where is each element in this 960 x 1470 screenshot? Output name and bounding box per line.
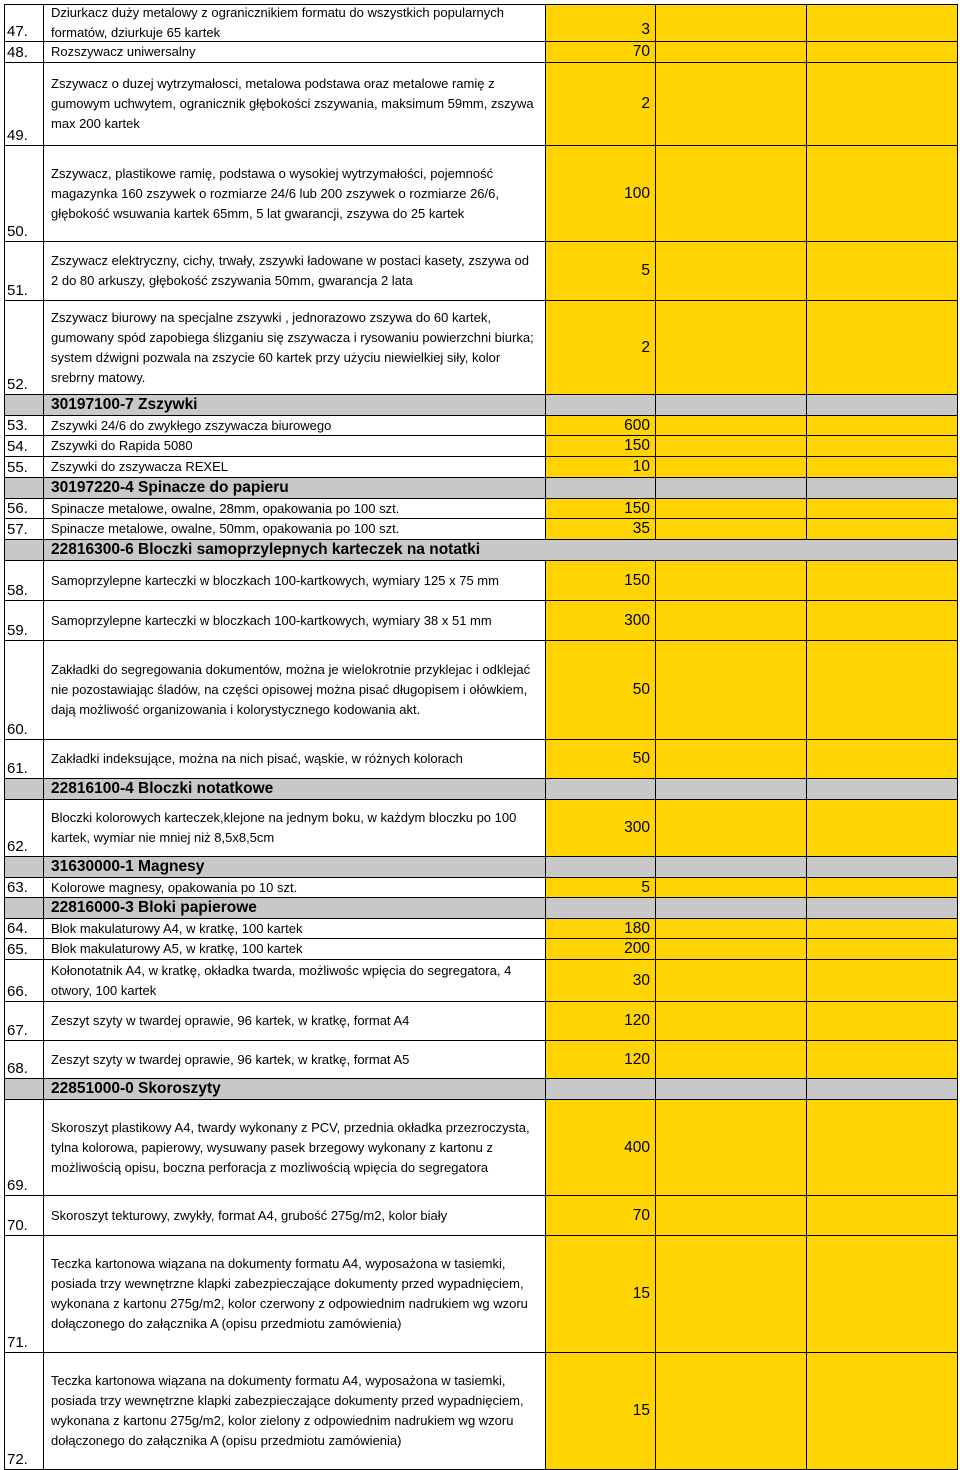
item-description: Zszywki do zszywacza REXEL — [44, 457, 546, 477]
table-row — [4, 4, 958, 42]
item-quantity: 200 — [546, 939, 656, 959]
value-cell — [807, 416, 958, 435]
item-quantity — [546, 540, 656, 560]
category-title: 31630000-1 Magnesy — [44, 857, 546, 877]
item-quantity: 5 — [546, 878, 656, 897]
row-number — [4, 478, 44, 498]
price-cell — [656, 857, 807, 877]
value-cell — [807, 1079, 958, 1099]
value-cell — [807, 1002, 958, 1040]
row-number: 63. — [4, 878, 44, 897]
row-number: 47. — [4, 5, 44, 41]
item-description: Zszywacz biurowy na specjalne zszywki , jednorazowo zszywa do 60 kartek, gumowany spód zapobiega ślizganiu się zszywacza i rysowaniu powierzchni biurka; system dźwigni pozwala na zszycie 60 kartek przy użyciu niewielkiej siły, kolor srebrny matowy. — [44, 301, 546, 394]
value-cell — [807, 878, 958, 897]
row-number — [4, 1079, 44, 1099]
table-row — [4, 641, 958, 740]
item-quantity: 70 — [546, 42, 656, 62]
value-cell — [807, 898, 958, 918]
value-cell — [807, 857, 958, 877]
table-row — [4, 416, 958, 436]
table-row — [4, 960, 958, 1002]
item-quantity: 3 — [546, 5, 656, 41]
item-description: Zakładki do segregowania dokumentów, można je wielokrotnie przyklejac i odklejać nie pozostawiając śladów, na części opisowej można pisać długopisem i ołówkiem, dają możliwość organizowania i kolorystycznego kodowania akt. — [44, 641, 546, 739]
item-description: Kołonotatnik A4, w kratkę, okładka twarda, możliwośc wpięcia do segregatora, 4 otwory, 100 kartek — [44, 960, 546, 1001]
value-cell — [807, 740, 958, 778]
price-cell — [656, 898, 807, 918]
table-row — [4, 740, 958, 779]
item-quantity: 15 — [546, 1353, 656, 1469]
table-row — [4, 242, 958, 301]
item-quantity — [546, 395, 656, 415]
category-row — [4, 779, 958, 800]
table-row — [4, 1353, 958, 1470]
item-quantity: 70 — [546, 1196, 656, 1235]
price-cell — [656, 878, 807, 897]
value-cell — [807, 63, 958, 145]
item-description: Dziurkacz duży metalowy z ogranicznikiem formatu do wszystkich popularnych formatów, dziurkuje 65 kartek — [44, 5, 546, 41]
price-cell — [656, 478, 807, 498]
item-quantity: 150 — [546, 561, 656, 600]
item-description: Skoroszyt plastikowy A4, twardy wykonany z PCV, przednia okładka przezroczysta, tylna kolorowa, papierowy, wysuwany pasek brzegowy wykonany z kartonu z możliwością opisu, boczna perforacja z mozliwością wpięcia do segregatora — [44, 1100, 546, 1195]
table-row — [4, 939, 958, 960]
row-number — [4, 898, 44, 918]
item-quantity — [546, 779, 656, 799]
item-quantity — [546, 1079, 656, 1099]
price-cell — [656, 63, 807, 145]
category-title: 22816100-4 Bloczki notatkowe — [44, 779, 546, 799]
value-cell — [807, 1100, 958, 1195]
price-cell — [656, 561, 807, 600]
row-number: 62. — [4, 800, 44, 856]
price-cell — [656, 601, 807, 640]
price-cell — [656, 939, 807, 959]
table-row — [4, 601, 958, 641]
price-cell — [656, 1100, 807, 1195]
table-row — [4, 800, 958, 857]
item-quantity — [546, 898, 656, 918]
item-description: Teczka kartonowa wiązana na dokumenty formatu A4, wyposażona w tasiemki, posiada trzy wewnętrzne klapki zabezpieczające dokumenty przed wypadnięciem, wykonana z kartonu 275g/m2, kolor zielony z odpowiednim nadrukiem wg wzoru dołączonego do załącznika A (opisu przedmiotu zamówienia) — [44, 1353, 546, 1469]
value-cell — [807, 478, 958, 498]
price-cell — [656, 499, 807, 518]
table-row — [4, 457, 958, 478]
row-number: 59. — [4, 601, 44, 640]
price-cell — [656, 242, 807, 300]
table-row — [4, 499, 958, 519]
price-cell — [656, 641, 807, 739]
row-number: 52. — [4, 301, 44, 394]
value-cell — [807, 301, 958, 394]
row-number: 54. — [4, 436, 44, 456]
table-row — [4, 1002, 958, 1041]
item-description: Bloczki kolorowych karteczek,klejone na jednym boku, w każdym bloczku po 100 kartek, wymiar nie mniej niż 8,5x8,5cm — [44, 800, 546, 856]
item-description: Zszywacz elektryczny, cichy, trwały, zszywki ładowane w postaci kasety, zszywa od 2 do 80 arkuszy, głębokość zszywania 50mm, gwarancja 2 lata — [44, 242, 546, 300]
value-cell — [807, 242, 958, 300]
price-cell — [656, 740, 807, 778]
value-cell — [807, 641, 958, 739]
category-row — [4, 857, 958, 878]
price-cell — [656, 42, 807, 62]
item-quantity: 400 — [546, 1100, 656, 1195]
value-cell — [807, 395, 958, 415]
value-cell — [807, 436, 958, 456]
value-cell — [807, 5, 958, 41]
value-cell — [807, 146, 958, 241]
item-quantity: 10 — [546, 457, 656, 477]
item-quantity: 35 — [546, 519, 656, 539]
row-number: 60. — [4, 641, 44, 739]
row-number: 58. — [4, 561, 44, 600]
table-row — [4, 436, 958, 457]
item-description: Zszywki do Rapida 5080 — [44, 436, 546, 456]
value-cell — [807, 540, 958, 560]
table-row — [4, 1196, 958, 1236]
table-row — [4, 63, 958, 146]
row-number: 72. — [4, 1353, 44, 1469]
value-cell — [807, 457, 958, 477]
price-cell — [656, 301, 807, 394]
item-description: Zeszyt szyty w twardej oprawie, 96 kartek, w kratkę, format A4 — [44, 1002, 546, 1040]
item-description: Spinacze metalowe, owalne, 50mm, opakowania po 100 szt. — [44, 519, 546, 539]
item-description: Rozszywacz uniwersalny — [44, 42, 546, 62]
row-number: 57. — [4, 519, 44, 539]
category-row — [4, 1079, 958, 1100]
value-cell — [807, 960, 958, 1001]
item-quantity — [546, 857, 656, 877]
category-row — [4, 478, 958, 499]
row-number — [4, 857, 44, 877]
price-cell — [656, 540, 807, 560]
table-row — [4, 42, 958, 63]
item-quantity: 5 — [546, 242, 656, 300]
item-quantity: 2 — [546, 63, 656, 145]
item-description: Blok makulaturowy A4, w kratkę, 100 kartek — [44, 919, 546, 938]
price-cell — [656, 960, 807, 1001]
price-cell — [656, 1079, 807, 1099]
item-description: Zszywacz, plastikowe ramię, podstawa o wysokiej wytrzymałości, pojemność magazynka 160 zszywek o rozmiarze 24/6 lub 200 zszywek o rozmiarze 26/6, głębokość wsuwania kartek 65mm, 5 lat gwarancji, zszywa do 25 kartek — [44, 146, 546, 241]
item-description: Zszywacz o duzej wytrzymałosci, metalowa podstawa oraz metalowe ramię z gumowym uchwytem, ogranicznik głębokości zszywania, maksimum 59mm, zszywa max 200 kartek — [44, 63, 546, 145]
item-description: Samoprzylepne karteczki w bloczkach 100-kartkowych, wymiary 38 x 51 mm — [44, 601, 546, 640]
table-row — [4, 301, 958, 395]
item-quantity: 300 — [546, 800, 656, 856]
item-quantity: 150 — [546, 499, 656, 518]
item-description: Zakładki indeksujące, można na nich pisać, wąskie, w różnych kolorach — [44, 740, 546, 778]
price-cell — [656, 146, 807, 241]
item-quantity: 30 — [546, 960, 656, 1001]
item-quantity: 120 — [546, 1002, 656, 1040]
row-number: 55. — [4, 457, 44, 477]
row-number: 48. — [4, 42, 44, 62]
item-description: Blok makulaturowy A5, w kratkę, 100 kartek — [44, 939, 546, 959]
row-number: 71. — [4, 1236, 44, 1352]
row-number: 49. — [4, 63, 44, 145]
category-title: 22816300-6 Bloczki samoprzylepnych karteczek na notatki — [51, 541, 481, 558]
item-quantity: 100 — [546, 146, 656, 241]
price-cell — [656, 436, 807, 456]
value-cell — [807, 919, 958, 938]
value-cell — [807, 519, 958, 539]
row-number: 56. — [4, 499, 44, 518]
value-cell — [807, 561, 958, 600]
item-description: Teczka kartonowa wiązana na dokumenty formatu A4, wyposażona w tasiemki, posiada trzy wewnętrzne klapki zabezpieczające dokumenty przed wypadnięciem, wykonana z kartonu 275g/m2, kolor czerwony z odpowiednim nadrukiem wg wzoru dołączonego do załącznika A (opisu przedmiotu zamówienia) — [44, 1236, 546, 1352]
price-cell — [656, 395, 807, 415]
value-cell — [807, 42, 958, 62]
table-row — [4, 1100, 958, 1196]
price-cell — [656, 416, 807, 435]
row-number: 68. — [4, 1041, 44, 1078]
row-number: 70. — [4, 1196, 44, 1235]
row-number: 66. — [4, 960, 44, 1001]
value-cell — [807, 499, 958, 518]
category-row — [4, 395, 958, 416]
row-number: 69. — [4, 1100, 44, 1195]
price-cell — [656, 5, 807, 41]
table-row — [4, 1041, 958, 1079]
row-number — [4, 779, 44, 799]
table-row — [4, 146, 958, 242]
price-cell — [656, 1041, 807, 1078]
category-title: 22816000-3 Bloki papierowe — [44, 898, 546, 918]
row-number: 50. — [4, 146, 44, 241]
row-number: 64. — [4, 919, 44, 938]
item-quantity: 600 — [546, 416, 656, 435]
category-title: 22851000-0 Skoroszyty — [44, 1079, 546, 1099]
value-cell — [807, 1041, 958, 1078]
value-cell — [807, 800, 958, 856]
price-cell — [656, 457, 807, 477]
item-quantity: 50 — [546, 740, 656, 778]
row-number: 67. — [4, 1002, 44, 1040]
item-description: Zeszyt szyty w twardej oprawie, 96 kartek, w kratkę, format A5 — [44, 1041, 546, 1078]
value-cell — [807, 1236, 958, 1352]
order-table — [4, 4, 958, 1470]
item-quantity — [546, 478, 656, 498]
category-row — [4, 540, 958, 561]
price-cell — [656, 919, 807, 938]
item-description: Samoprzylepne karteczki w bloczkach 100-kartkowych, wymiary 125 x 75 mm — [44, 561, 546, 600]
category-row — [4, 898, 958, 919]
price-cell — [656, 1236, 807, 1352]
price-cell — [656, 1353, 807, 1469]
item-quantity: 2 — [546, 301, 656, 394]
row-number — [4, 395, 44, 415]
table-row — [4, 878, 958, 898]
value-cell — [807, 1196, 958, 1235]
item-description: Skoroszyt tekturowy, zwykły, format A4, grubość 275g/m2, kolor biały — [44, 1196, 546, 1235]
item-quantity: 50 — [546, 641, 656, 739]
row-number — [4, 540, 44, 560]
row-number: 51. — [4, 242, 44, 300]
item-quantity: 15 — [546, 1236, 656, 1352]
value-cell — [807, 779, 958, 799]
item-quantity: 150 — [546, 436, 656, 456]
item-quantity: 300 — [546, 601, 656, 640]
item-quantity: 180 — [546, 919, 656, 938]
price-cell — [656, 800, 807, 856]
value-cell — [807, 1353, 958, 1469]
row-number: 65. — [4, 939, 44, 959]
table-row — [4, 1236, 958, 1353]
price-cell — [656, 779, 807, 799]
value-cell — [807, 939, 958, 959]
row-number: 53. — [4, 416, 44, 435]
price-cell — [656, 1002, 807, 1040]
price-cell — [656, 1196, 807, 1235]
item-description: Kolorowe magnesy, opakowania po 10 szt. — [44, 878, 546, 897]
category-title: 30197100-7 Zszywki — [44, 395, 546, 415]
item-description: Zszywki 24/6 do zwykłego zszywacza biurowego — [44, 416, 546, 435]
item-quantity: 120 — [546, 1041, 656, 1078]
item-description: Spinacze metalowe, owalne, 28mm, opakowania po 100 szt. — [44, 499, 546, 518]
price-cell — [656, 519, 807, 539]
row-number: 61. — [4, 740, 44, 778]
category-title: 30197220-4 Spinacze do papieru — [44, 478, 546, 498]
table-row — [4, 919, 958, 939]
table-row — [4, 561, 958, 601]
value-cell — [807, 601, 958, 640]
table-row — [4, 519, 958, 540]
